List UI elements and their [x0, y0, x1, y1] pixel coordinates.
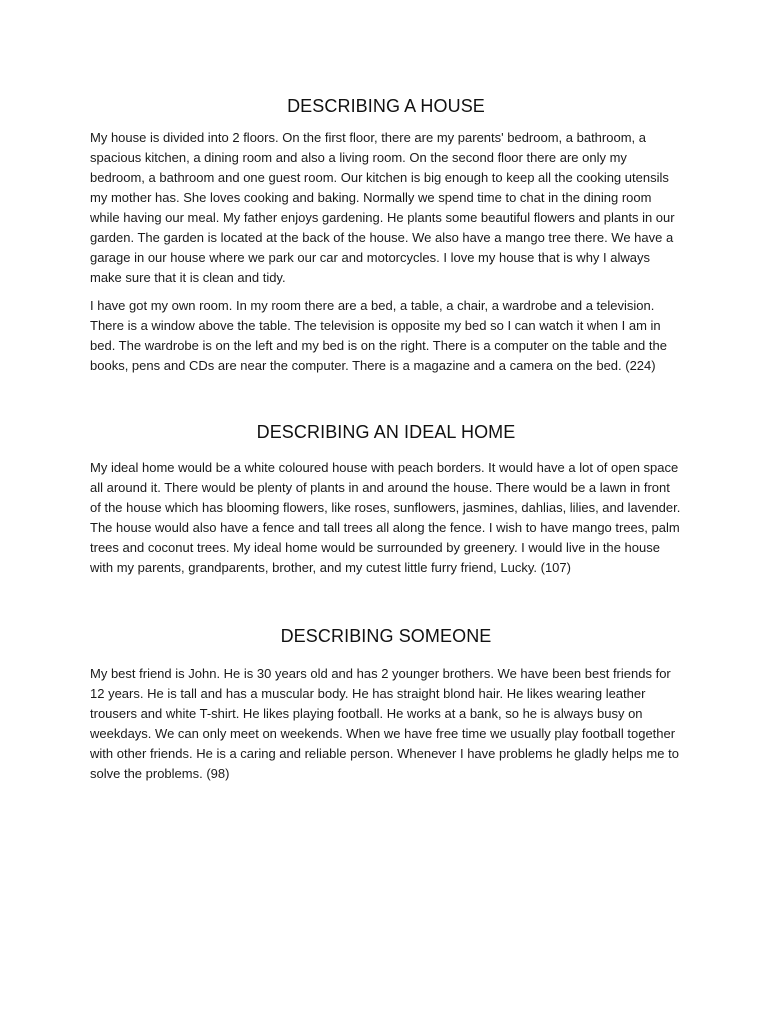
paragraph: I have got my own room. In my room there are a bed, a table, a chair, a wardrobe and a television. There is a window above the table. The television is opposite my bed so I can watch it when I am in bed. The wardrobe is on the left and my bed is on the right. There is a computer on the table and the books, pens and CDs are near the computer. There is a magazine and a camera on the bed. (224) — [90, 298, 667, 373]
paragraph: My best friend is John. He is 30 years old and has 2 younger brothers. We have been best friends for 12 years. He is tall and has a muscular body. He has straight blond hair. He likes wearing leather trousers and white T-shirt. He likes playing football. He works at a bank, so he is always busy on weekdays. We can only meet on weekends. When we have free time we usually play football together with other friends. He is a caring and reliable person. Whenever I have problems he gladly helps me to solve the problems. (98) — [90, 666, 679, 781]
section-title: DESCRIBING A HOUSE — [287, 96, 485, 116]
section-title: DESCRIBING AN IDEAL HOME — [256, 422, 516, 442]
paragraph: My house is divided into 2 floors. On the first floor, there are my parents' bedroom, a bathroom, a spacious kitchen, a dining room and also a living room. On the second floor there are only my bedroom, a bathroom and one guest room. Our kitchen is big enough to keep all the cooking utensils my mother has. She loves cooking and baking. Normally we spend time to chat in the dining room while having our meal. My father enjoys gardening. He plants some beautiful flowers and plants in our garden. The garden is located at the back of the house. We also have a mango tree there. We have a garage in our house where we park our car and motorcycles. I love my house that is why I always make sure that it is clean and tidy. — [90, 130, 675, 285]
section-describing-a-house — [90, 94, 682, 376]
document-body — [90, 94, 682, 784]
paragraph: My ideal home would be a white coloured house with peach borders. It would have a lot of open space all around it. There would be plenty of plants in and around the house. There would be a lawn in front of the house which has blooming flowers, like roses, sunflowers, jasmines, dahlias, lilies, and lavender. The house would also have a fence and tall trees all along the fence. I wish to have mango trees, palm trees and coconut trees. My ideal home would be surrounded by greenery. I would live in the house with my parents, grandparents, brother, and my cutest little furry friend, Lucky. (107) — [90, 460, 681, 575]
section-title: DESCRIBING SOMEONE — [280, 626, 492, 646]
section-describing-someone — [90, 624, 682, 784]
section-describing-an-ideal-home — [90, 420, 682, 578]
